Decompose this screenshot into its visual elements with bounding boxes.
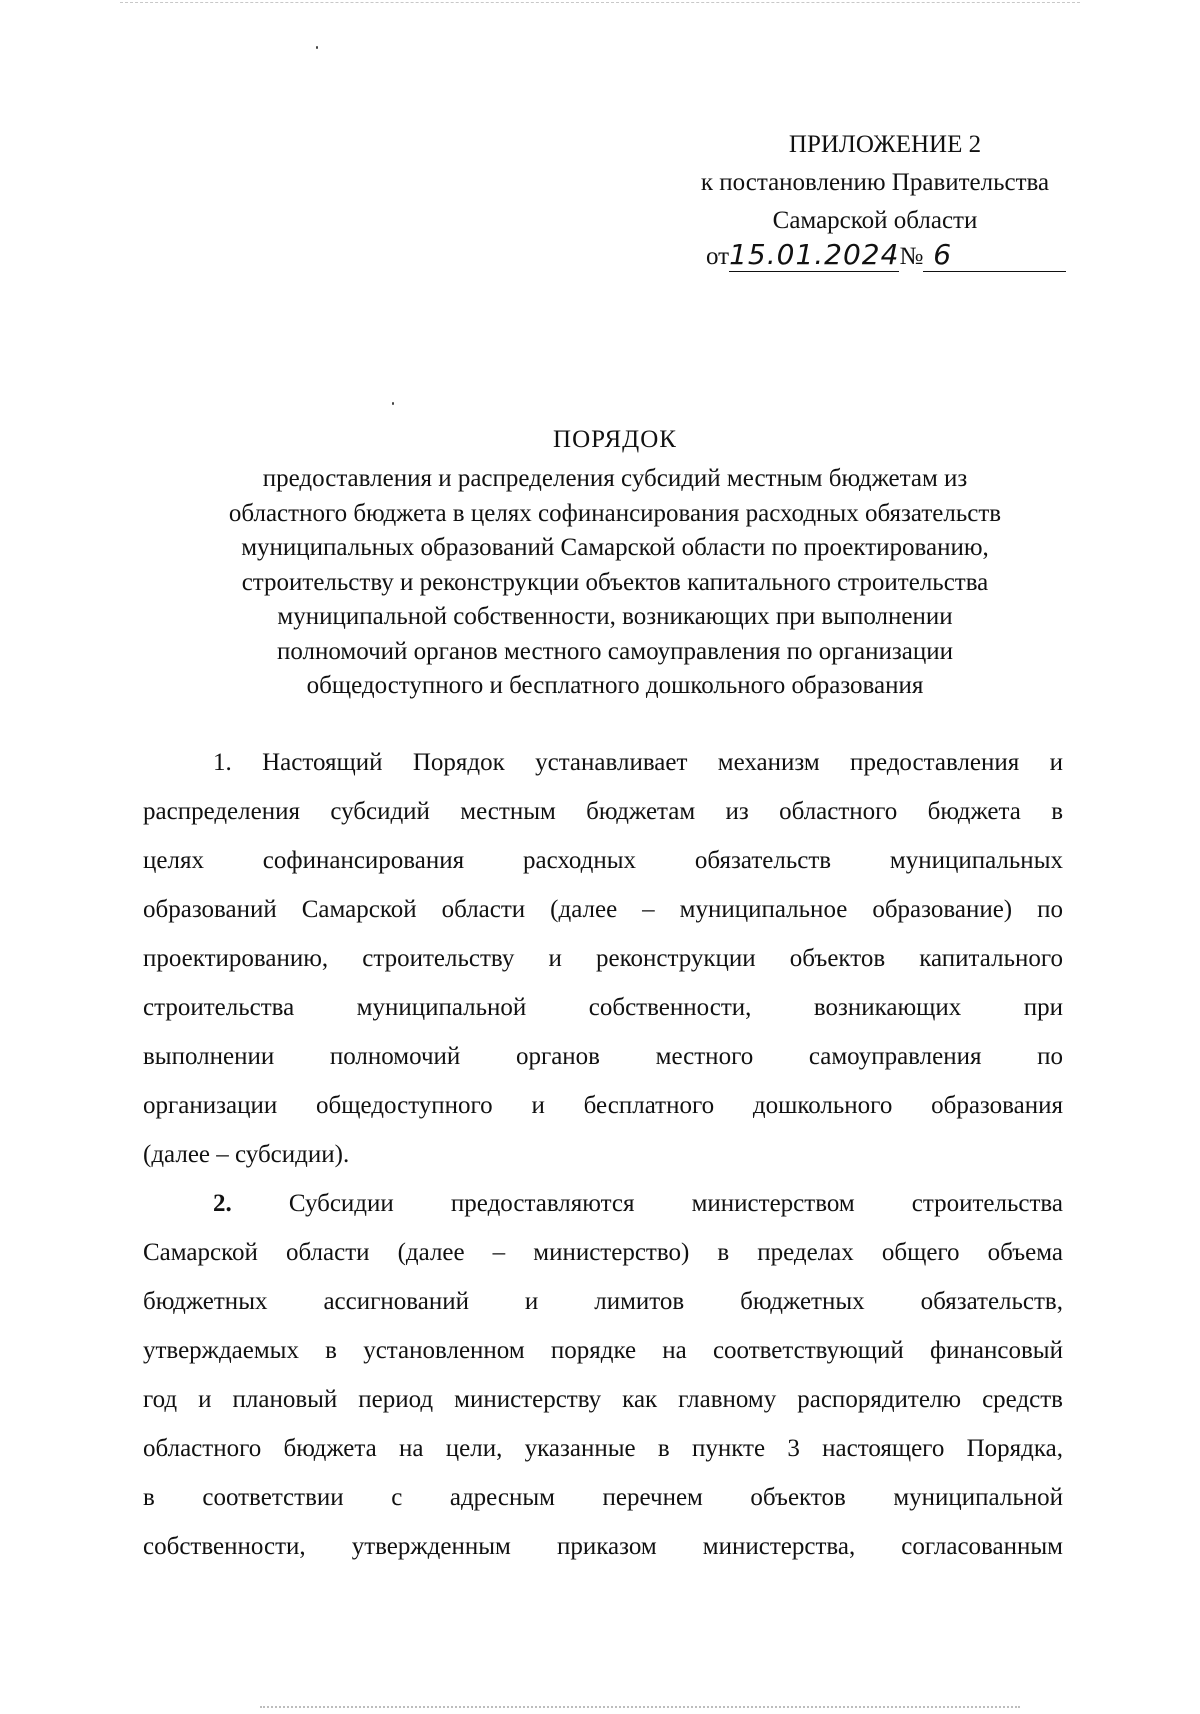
paragraph-line: распределения субсидий местным бюджетам из областного бюджета в — [143, 798, 1063, 825]
paragraph-line: образований Самарской области (далее – муниципальное образование) по — [143, 896, 1063, 923]
subtitle-line: областного бюджета в целях софинансирования расходных обязательств — [228, 499, 1002, 527]
annex-title: ПРИЛОЖЕНИЕ 2 — [788, 131, 982, 158]
number-field — [923, 238, 1066, 272]
paragraph-line: год и плановый период министерству как главному распорядителю средств — [143, 1386, 1063, 1413]
handwritten-number: 6 — [933, 238, 953, 271]
paragraph-line: Самарской области (далее – министерство) в пределах общего объема — [143, 1239, 1063, 1266]
date-field — [729, 238, 900, 272]
subtitle-line: муниципальной собственности, возникающих при выполнении — [277, 603, 953, 630]
document-body — [143, 738, 1063, 1571]
paragraph-line: целях софинансирования расходных обязательств муниципальных — [143, 847, 1063, 874]
paragraph-line: выполнении полномочий органов местного самоуправления по — [143, 1043, 1063, 1070]
paragraph-line: организации общедоступного и бесплатного дошкольного образования — [143, 1092, 1063, 1119]
annex-header — [660, 126, 1090, 240]
subtitle-line: строительству и реконструкции объектов капитального строительства — [241, 568, 989, 596]
paragraph-line: проектированию, строительству и реконструкции объектов капитального — [143, 945, 1063, 972]
subtitle-line: предоставления и распределения субсидий местным бюджетам из — [262, 465, 968, 492]
annex-date-number — [706, 240, 1066, 274]
document-subtitle — [140, 462, 1090, 704]
paragraph-line: областного бюджета на цели, указанные в пункте 3 настоящего Порядка, — [143, 1435, 1063, 1462]
paragraph-2 — [143, 1179, 1063, 1571]
paragraph-line: 2. Субсидии предоставляются министерством строительства — [213, 1190, 1063, 1217]
paragraph-line: в соответствии с адресным перечнем объектов муниципальной — [143, 1484, 1063, 1511]
scan-edge-top — [120, 2, 1080, 3]
number-sign: № — [899, 243, 924, 270]
paragraph-number: 1. — [213, 749, 232, 776]
subtitle-line: муниципальных образований Самарской области по проектированию, — [241, 534, 989, 561]
paragraph-line: (далее – субсидии). — [143, 1141, 350, 1168]
paragraph-line: бюджетных ассигнований и лимитов бюджетных обязательств, — [143, 1288, 1063, 1315]
paragraph-line: 1. Настоящий Порядок устанавливает механизм предоставления и — [213, 749, 1063, 776]
scan-speck — [316, 46, 318, 49]
date-prefix: от — [706, 243, 730, 270]
annex-line-2: Самарской области — [772, 207, 978, 234]
subtitle-line: общедоступного и бесплатного дошкольного образования — [306, 672, 924, 699]
scan-edge-bottom — [260, 1706, 1020, 1708]
document-title: ПОРЯДОК — [553, 426, 677, 453]
paragraph-1 — [143, 738, 1063, 1179]
paragraph-line: строительства муниципальной собственности, возникающих при — [143, 994, 1063, 1021]
paragraph-line: собственности, утвержденным приказом министерства, согласованным — [143, 1533, 1063, 1560]
annex-line-1: к постановлению Правительства — [700, 169, 1050, 196]
handwritten-date: 15.01.2024 — [729, 238, 900, 271]
paragraph-number: 2. — [213, 1190, 232, 1217]
paragraph-line: утверждаемых в установленном порядке на соответствующий финансовый — [143, 1337, 1063, 1364]
subtitle-line: полномочий органов местного самоуправления по организации — [276, 637, 954, 665]
scan-speck — [392, 402, 394, 405]
